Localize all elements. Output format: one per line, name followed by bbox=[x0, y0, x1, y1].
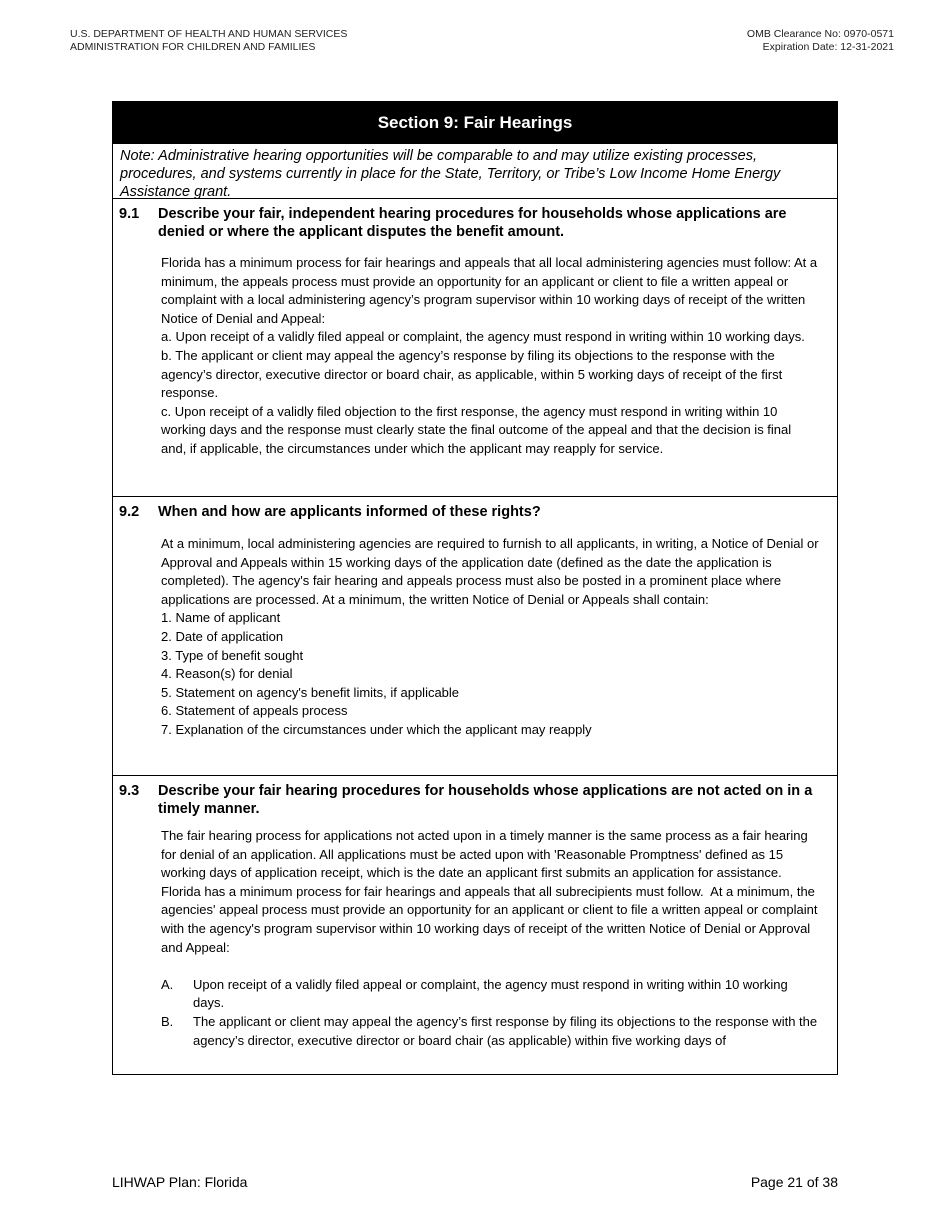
section-note: Note: Administrative hearing opportunities will be comparable to and may utilize existing processes, procedures, and systems currently in place for the State, Territory, or Tribe’s Low Income Home Energy Assistance grant. bbox=[113, 144, 837, 199]
answer-list-item bbox=[161, 976, 819, 1013]
question-text: When and how are applicants informed of these rights? bbox=[158, 504, 541, 520]
question-header bbox=[113, 199, 837, 241]
omb-header bbox=[747, 28, 894, 53]
item-label: B. bbox=[161, 1013, 174, 1029]
answer-item: 1. Name of applicant bbox=[161, 610, 281, 626]
footer-plan-name: LIHWAP Plan: Florida bbox=[112, 1174, 248, 1190]
answer-list-item bbox=[161, 1013, 819, 1050]
item-label: A. bbox=[161, 976, 174, 992]
section-title: Section 9: Fair Hearings bbox=[113, 102, 837, 144]
answer-paragraph: The fair hearing process for applications not acted upon in a timely manner is the same process as a fair hearing for denial of an application. All applications must be acted upon with 'Reasonable Promptness' defined as 15 working days of application receipt, which is the date an applicant first submits an application for assistance. Florida has a minimum process for fair hearings and appeals that all subrecipients must follow. At a minimum, the agencies' appeal process must provide an opportunity for an applicant or client to file a written appeal or complaint with the agency's program supervisor within 10 working days of receipt of the written Notice of Denial or Approval and Appeal: bbox=[161, 828, 822, 955]
question-text: Describe your fair, independent hearing procedures for households whose applications are denied or where the applicant disputes the benefit amount. bbox=[158, 206, 787, 240]
item-text-first-line: The applicant or client may appeal the agency’s first response by filing its objections to the response with the agency’s director, executive director or board chair (as applicable) within five working days of bbox=[193, 1013, 821, 1048]
question-header bbox=[113, 497, 837, 521]
question-text: Describe your fair hearing procedures for households whose applications are not acted on in a timely manner. bbox=[158, 783, 813, 817]
answer-item: 4. Reason(s) for denial bbox=[161, 666, 293, 682]
section-box bbox=[112, 101, 838, 1075]
item-text-first-line: Upon receipt of a validly filed appeal or complaint, the agency must respond in writing within 10 working days. bbox=[193, 976, 792, 1011]
answer-text bbox=[113, 241, 837, 459]
question-9-2 bbox=[113, 497, 837, 776]
answer-item: 2. Date of application bbox=[161, 628, 284, 644]
answer-item: c. Upon receipt of a validly filed objection to the first response, the agency must respond in writing within 10 working days and the response must clearly state the final outcome of the appeal and that the decision is final and, if applicable, the circumstances under which the applicant may reapply for service. bbox=[161, 403, 795, 456]
expiration-date: Expiration Date: 12-31-2021 bbox=[762, 40, 894, 53]
answer-item: 6. Statement of appeals process bbox=[161, 703, 348, 719]
answer-paragraph: At a minimum, local administering agencies are required to furnish to all applicants, in writing, a Notice of Denial or Approval and Appeals within 15 working days of the application date (defined as the date the application is completed). The agency's fair hearing and appeals process must also be posted in a prominent place where applications are processed. At a minimum, the written Notice of Denial or Appeals shall contain: bbox=[161, 536, 822, 607]
answer-paragraph: Florida has a minimum process for fair hearings and appeals that all local administering agencies must follow: At a minimum, the appeals process must provide an opportunity for an applicant or client to file a written appeal or complaint with a local administering agency’s program supervisor within 10 working days of receipt of the written Notice of Denial and Appeal: bbox=[161, 255, 821, 326]
answer-item: b. The applicant or client may appeal the agency’s response by filing its objections to the response with the agency’s director, executive director or board chair, as applicable, within 5 working days of receipt of the first response. bbox=[161, 347, 786, 401]
agency-name: U.S. DEPARTMENT OF HEALTH AND HUMAN SERVICES bbox=[70, 28, 348, 40]
question-header bbox=[113, 776, 837, 818]
footer-page-number: Page 21 of 38 bbox=[750, 1174, 838, 1190]
answer-item: 3. Type of benefit sought bbox=[161, 647, 304, 663]
answer-text bbox=[113, 521, 837, 740]
agency-header bbox=[70, 28, 347, 53]
omb-clearance: OMB Clearance No: 0970-0571 bbox=[746, 28, 894, 40]
question-9-1 bbox=[113, 199, 837, 497]
question-number: 9.3 bbox=[119, 783, 140, 799]
question-9-3 bbox=[113, 776, 837, 1073]
answer-item: 5. Statement on agency's benefit limits, if applicable bbox=[161, 684, 460, 700]
question-number: 9.2 bbox=[119, 504, 140, 520]
question-number: 9.1 bbox=[119, 206, 140, 222]
answer-item: a. Upon receipt of a validly filed appeal or complaint, the agency must respond in writing within 10 working days. bbox=[161, 329, 805, 345]
answer-text bbox=[113, 818, 837, 1050]
spacer bbox=[161, 957, 819, 976]
answer-item: 7. Explanation of the circumstances under which the applicant may reapply bbox=[161, 721, 592, 737]
agency-division: ADMINISTRATION FOR CHILDREN AND FAMILIES bbox=[70, 40, 316, 53]
